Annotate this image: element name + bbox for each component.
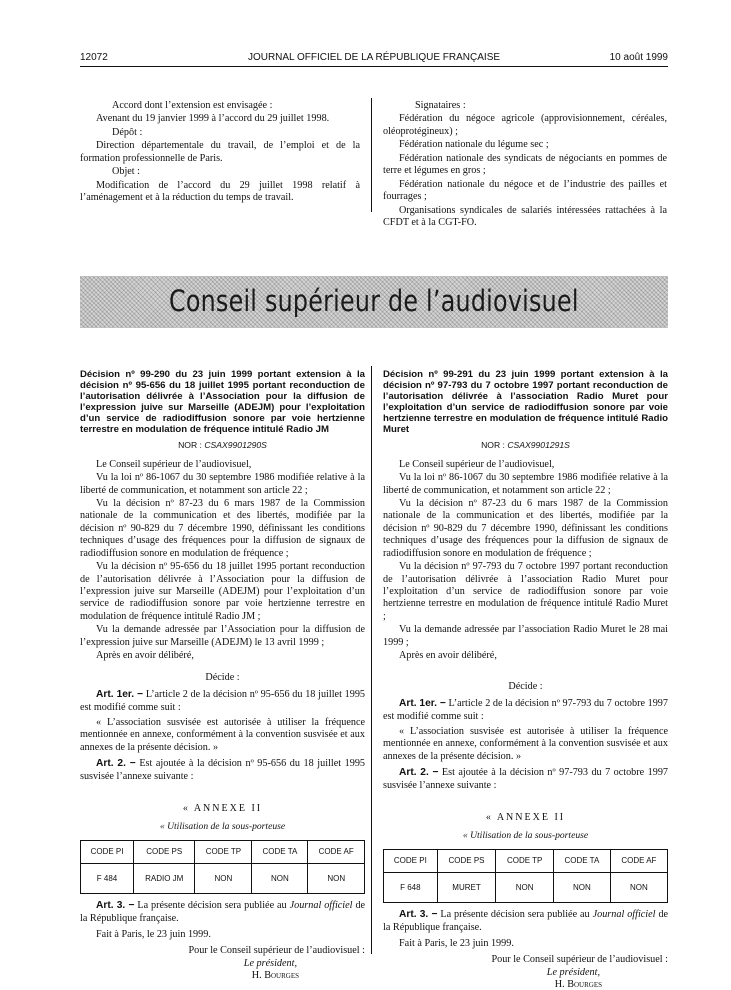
page-number: 12072: [80, 52, 108, 63]
table-cell: NON: [252, 864, 308, 894]
article-1: Art. 1er. − L’article 2 de la décision nº 95-656 du 18 juillet 1995 est modifié comme suit :: [80, 689, 366, 713]
article-1-quote: « L’association susvisée est autorisée à utiliser la fréquence mentionnée en annexe, conformément à la convention susvisée et aux annexes de la présente décision. »: [383, 725, 668, 762]
objet-label: Objet :: [112, 166, 141, 178]
annexe-subheading: « Utilisation de la sous-porteuse: [462, 830, 589, 842]
table-cell: MURET: [437, 873, 496, 903]
annexe-heading: « ANNEXE II: [485, 812, 566, 824]
depot-label: Dépôt :: [112, 126, 143, 138]
header-rule: [80, 66, 668, 67]
table-header-cell: CODE AF: [308, 841, 365, 864]
decision-99-291: [383, 369, 668, 990]
table-header-cell: CODE TP: [195, 841, 252, 864]
table-cell: F 648: [384, 873, 438, 903]
table-header-row: [81, 841, 365, 864]
table-cell: NON: [610, 873, 667, 903]
table-row: [384, 873, 668, 903]
table-header-row: [384, 850, 668, 873]
journal-title: JOURNAL OFFICIEL DE LA RÉPUBLIQUE FRANÇAISE: [247, 52, 501, 63]
visa-paragraph: Le Conseil supérieur de l’audiovisuel,: [399, 458, 555, 470]
decision-title: Décision nº 99-291 du 23 juin 1999 portant extension à la décision nº 97-793 du 7 octobre 1997 portant reconduction de l’autorisation délivrée à l’association Radio Muret pour l’exploitation d’un service de radiodiffusion sonore par voie hertzienne terrestre en modulation de fréquence intitulé Radio Muret: [383, 369, 668, 436]
accord-section: [80, 100, 360, 206]
table-header-cell: CODE TA: [252, 841, 308, 864]
signataire-item: Fédération nationale du négoce et de l’industrie des pailles et fourrages ;: [383, 178, 667, 203]
signature-title: Le président,: [243, 957, 297, 969]
visa-paragraph: Vu la décision nº 95-656 du 18 juillet 1995 portant reconduction de l’autorisation délivrée à l’Association pour la diffusion de l’expression juive sur Marseille (ADEJM) pour l’exploitation d’un service de radiodiffusion sonore par voie hertzienne terrestre en modulation de fréquence intitulé Radio JM ;: [80, 561, 365, 622]
signataire-item: Fédération du négoce agricole (approvisionnement, céréales, oléoprotégineux) ;: [383, 113, 667, 137]
visa-paragraph: Vu la décision nº 87-23 du 6 mars 1987 de la Commission nationale de la communication et des libertés, modifiée par la décision nº 90-829 du 7 décembre 1990, définissant les conditions techniques d’usage des fréquences pour la diffusion de signaux de radiodiffusion sonore en modulation de fréquence ;: [80, 497, 365, 559]
table-cell: NON: [496, 873, 554, 903]
article-1-quote: « L’association susvisée est autorisée à utiliser la fréquence mentionnée en annexe, conformément à la convention susvisée et aux annexes de la présente décision. »: [80, 716, 365, 753]
signataires-label: Signataires :: [415, 100, 466, 111]
table-cell: NON: [554, 873, 611, 903]
decide-heading: Décide :: [508, 680, 543, 692]
signature-name: H. Bourges: [251, 970, 299, 982]
signataire-item: Organisations syndicales de salariés intéressées rattachées à la CFDT et à la CGT-FO.: [383, 204, 667, 228]
section-banner: [80, 276, 668, 328]
fait-a-paris: Fait à Paris, le 23 juin 1999.: [96, 928, 211, 940]
depot-text: Direction départementale du travail, de l’emploi et de la formation professionnelle de Paris.: [80, 140, 360, 164]
issue-date: 10 août 1999: [609, 52, 668, 63]
table-header-cell: CODE PS: [134, 841, 195, 864]
table-cell: RADIO JM: [134, 864, 195, 894]
visa-paragraph: Après en avoir délibéré,: [399, 650, 497, 662]
accord-text: Avenant du 19 janvier 1999 à l’accord du 29 juillet 1998.: [96, 113, 330, 125]
table-row: [81, 864, 365, 894]
table-header-cell: CODE TA: [554, 850, 611, 873]
table-header-cell: CODE TP: [496, 850, 554, 873]
visa-paragraph: Vu la décision nº 87-23 du 6 mars 1987 de la Commission nationale de la communication et des libertés, modifiée par la décision nº 90-829 du 7 décembre 1990, définissant les conditions techniques d’usage des fréquences pour la diffusion de signaux de radiodiffusion sonore en modulation de fréquence ;: [383, 497, 668, 559]
table-header-cell: CODE AF: [610, 850, 667, 873]
article-1: Art. 1er. − L’article 2 de la décision nº 97-793 du 7 octobre 1997 est modifié comme suit :: [383, 698, 668, 722]
article-2: Art. 2. − Est ajoutée à la décision nº 95-656 du 18 juillet 1995 susvisée l’annexe suivante :: [80, 758, 366, 782]
signature-name: H. Bourges: [554, 979, 602, 990]
column-rule-top: [371, 98, 372, 212]
annexe-subheading: « Utilisation de la sous-porteuse: [159, 821, 286, 833]
visa-paragraph: Après en avoir délibéré,: [96, 650, 194, 662]
visa-paragraph: Vu la demande adressée par l’Association pour la diffusion de l’expression juive sur Marseille (ADEJM) le 13 avril 1999 ;: [80, 624, 365, 648]
visa-paragraph: Vu la demande adressée par l’association Radio Muret le 28 mai 1999 ;: [383, 624, 668, 648]
signature-title: Le président,: [546, 966, 600, 978]
objet-text: Modification de l’accord du 29 juillet 1998 relatif à l’aménagement et à la réduction du temps de travail.: [80, 179, 360, 204]
article-3: Art. 3. − La présente décision sera publiée au Journal officiel de la République française.: [383, 909, 669, 933]
visa-paragraph: Vu la loi nº 86-1067 du 30 septembre 1986 modifiée relative à la liberté de communication, et notamment son article 22 ;: [80, 472, 365, 496]
table-header-cell: CODE PI: [384, 850, 438, 873]
signature-pour: Pour le Conseil supérieur de l’audiovisuel :: [491, 954, 668, 966]
signataire-item: Fédération nationale du légume sec ;: [399, 139, 549, 151]
nor-reference: NOR : CSAX9901290S: [178, 440, 267, 451]
annexe-heading: « ANNEXE II: [182, 803, 263, 815]
subcarrier-table: [383, 849, 668, 903]
decision-title: Décision nº 99-290 du 23 juin 1999 portant extension à la décision nº 95-656 du 18 juillet 1995 portant reconduction de l’autorisation délivrée à l’Association pour la diffusion de l’expression juive sur Marseille (ADEJM) pour l’exploitation d’un service de radiodiffusion sonore par voie hertzienne terrestre en modulation de fréquence intitulé Radio JM: [80, 369, 365, 436]
table-cell: NON: [195, 864, 252, 894]
visa-paragraph: Vu la loi nº 86-1067 du 30 septembre 1986 modifiée relative à la liberté de communication, et notamment son article 22 ;: [383, 472, 668, 496]
nor-code: CSAX9901291S: [507, 440, 570, 451]
table-cell: F 484: [81, 864, 134, 894]
accord-label: Accord dont l’extension est envisagée :: [112, 100, 273, 111]
nor-reference: NOR : CSAX9901291S: [481, 440, 570, 451]
running-header: [80, 52, 668, 66]
signature-pour: Pour le Conseil supérieur de l’audiovisuel :: [188, 945, 365, 957]
visa-paragraph: Vu la décision nº 97-793 du 7 octobre 1997 portant reconduction de l’autorisation délivrée à l’association Radio Muret pour l’exploitation d’un service de radiodiffusion sonore par voie hertzienne terrestre en modulation de fréquence intitulé Radio Muret ;: [383, 561, 668, 622]
fait-a-paris: Fait à Paris, le 23 juin 1999.: [399, 937, 514, 949]
table-cell: NON: [308, 864, 365, 894]
signataires-section: [383, 100, 667, 230]
subcarrier-table: [80, 840, 365, 894]
decision-99-290: [80, 369, 365, 983]
decide-heading: Décide :: [205, 671, 240, 683]
article-3: Art. 3. − La présente décision sera publiée au Journal officiel de la République française.: [80, 900, 366, 924]
nor-code: CSAX9901290S: [204, 440, 267, 451]
table-header-cell: CODE PS: [437, 850, 496, 873]
column-rule-main: [371, 366, 372, 954]
banner-title: Conseil supérieur de l’audiovisuel: [169, 284, 579, 319]
article-2: Art. 2. − Est ajoutée à la décision nº 97-793 du 7 octobre 1997 susvisée l’annexe suivante :: [383, 767, 669, 791]
visa-paragraph: Le Conseil supérieur de l’audiovisuel,: [96, 458, 252, 470]
table-header-cell: CODE PI: [81, 841, 134, 864]
signataire-item: Fédération nationale des syndicats de négociants en pommes de terre et légumes en gros ;: [383, 152, 667, 177]
